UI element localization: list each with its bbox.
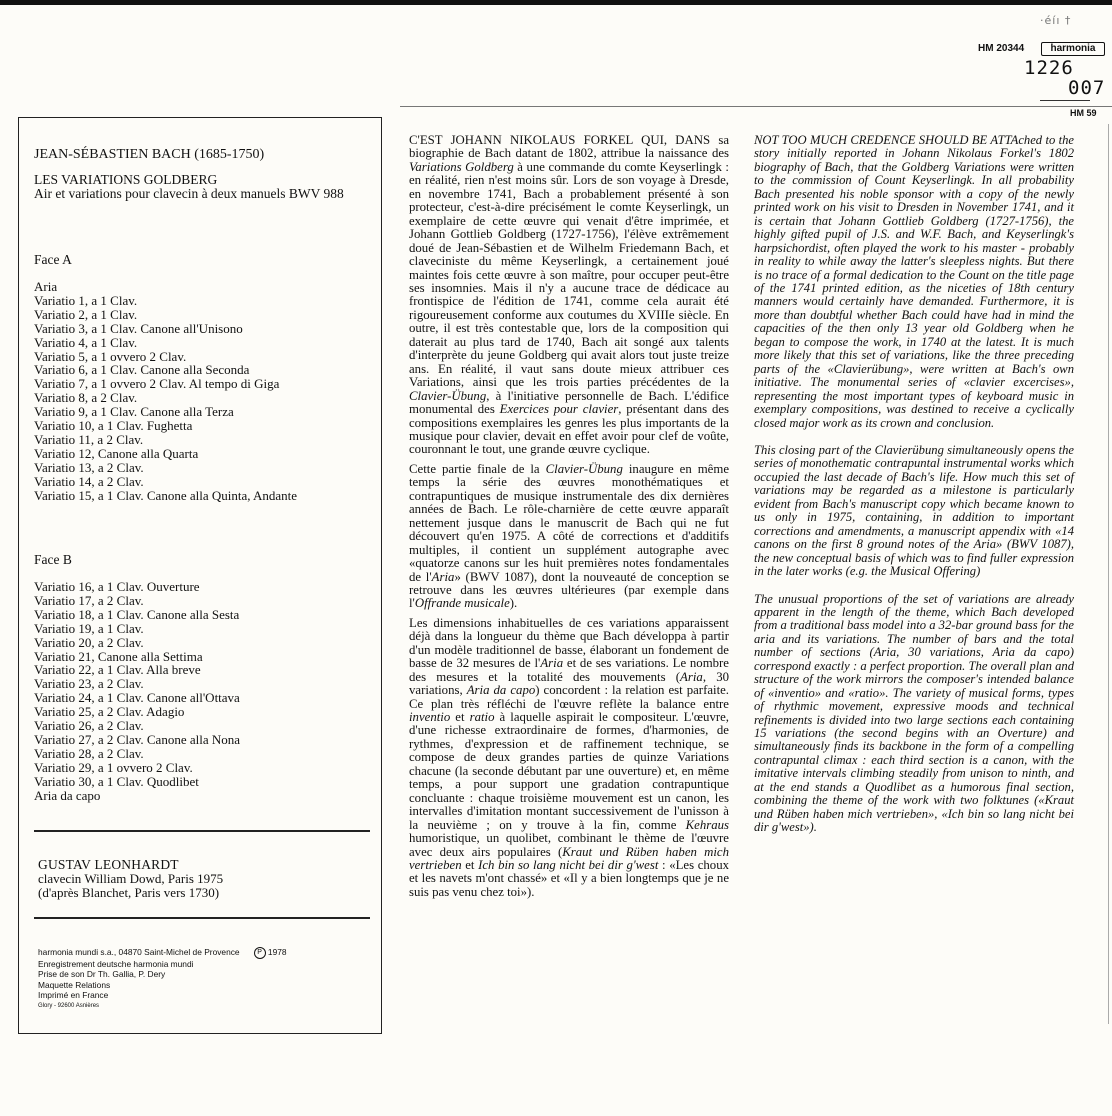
stamp-number-2: 007 [1068,77,1106,99]
track-item: Variatio 11, a 2 Clav. [34,431,144,447]
track-item: Variatio 26, a 2 Clav. [34,718,144,734]
face-b-label: Face B [34,552,72,567]
credits-block [38,947,287,1011]
phonogram-icon: P [254,947,266,959]
en-paragraph-3: The unusual proportions of the set of variations are already apparent in the length of the theme, which Bach developed from a traditional bass model into a 32-bar ground bass for the aria and its variations. The number of bars and the total number of sections (Aria, 30 variations, Aria da capo) correspond exactly : a perfect proportion. The overall plan and structure of the work mirrors the composer's intended balance of «inventio» and «ratio». The variety of musical forms, types of rhythmic movement, expressive moods and technical refinements is divided into two large sections each containing 15 variations (the second begins with an Overture) and simultaneously finds its backbone in the form of a compelling contrapuntal climax : each third section is a canon, with the imitative intervals climbing steadily from unison to ninth, and at the end stands a Quodlibet as a humorous final section, combining the theme of the work with two folktunes («Kraut und Rüben haben mich vertrieben», «Ich bin so lang nicht bei dir g'west»). [754,591,1074,835]
fr-text: humoristique, un quolibet, combinant le thème de l'œuvre avec deux airs populaires ( [409,831,729,859]
handwritten-note: ·éíı † [1040,14,1072,27]
track-item: Variatio 25, a 2 Clav. Adagio [34,704,185,720]
track-item: Variatio 12, Canone alla Quarta [34,445,199,461]
fr-paragraph-3 [409,617,729,900]
track-item: Variatio 15, a 1 Clav. Canone alla Quinta, Andante [34,487,298,503]
track-item: Variatio 6, a 1 Clav. Canone alla Seconda [34,362,250,378]
track-item: Variatio 5, a 1 ovvero 2 Clav. [34,348,187,364]
track-item: Variatio 13, a 2 Clav. [34,459,144,475]
fr-italic: inventio [409,710,451,725]
work-title: LES VARIATIONS GOLDBERG [34,172,218,187]
composer-heading: JEAN-SÉBASTIEN BACH (1685-1750) [34,147,265,162]
track-item: Variatio 4, a 1 Clav. [34,334,138,350]
catalog-number: HM 20344 [978,43,1025,54]
liner-notes-english [754,134,1074,849]
face-a-label: Face A [34,252,72,267]
track-item: Variatio 14, a 2 Clav. [34,473,144,489]
fr-text: , 30 variations, [409,669,729,698]
performer-name: GUSTAV LEONHARDT [38,857,179,872]
track-item: Variatio 17, a 2 Clav. [34,592,144,608]
track-item: Aria [34,279,58,294]
fr-italic: ratio [469,710,495,725]
fr-italic: Aria [540,656,564,671]
copyright-year: 1978 [267,947,287,958]
face-a-tracklist [34,280,297,503]
printer-line: Glory - 92600 Asnières [38,1002,100,1009]
fr-text: sa biographie de Bach datant de 1802, attribue la naissance des [409,133,730,161]
fr-text: et [461,858,479,873]
fr-text: , à l'initiative personnelle de Bach. L'édifice monumental des [409,388,729,417]
track-item: Variatio 28, a 2 Clav. [34,745,144,761]
stamp-number-1: 1226 [1024,57,1074,79]
fr-italic: Variations Goldberg [409,159,514,174]
liner-notes-french [409,134,729,905]
performer-block [38,858,223,900]
track-item: Variatio 7, a 1 ovvero 2 Clav. Al tempo di Giga [34,376,280,392]
fr-italic: Ich bin so lang nicht bei dir g'west [478,858,659,873]
fr-text: à une commande du comte Keyserlingk : en réalité, rien n'est moins sûr. Lors de son voyage à Dresde, en novembre 1741, Bach a probablement présenté à son protecteur, c'est-à-dire précisément le comte Keyserlingk, un exemplaire de cette œuvre qui venait d'être imprimée, et Johann Gottlieb Goldberg (1727-1756), l'élève extrêmement doué de Jean-Sébastien et de Wilhelm Friedemann Bach, et claveciniste du même Keyserlingk, a certainement joué maintes fois cette œuvre à son maître, pour occuper peut-être ses insomnies. Mais il n'y a aucune trace de dédicace au frontispice de l'édition de 1741, comme cela aurait été rigoureusement conforme aux coutumes du XVIIIe siècle. En outre, il est très contestable que, lors de la composition qui daterait au plus tard de 1740, Bach ait songé aux talents d'interprète du jeune Goldberg qui avait alors tout juste treize ans. En réalité, il vaut sans doute mieux attribuer ces Variations, ainsi que les trois parties précédentes de la [409,159,729,390]
track-item: Variatio 2, a 1 Clav. [34,306,138,322]
track-item: Variatio 21, Canone alla Settima [34,648,203,664]
fr-text: inaugure en même temps la série des œuvres monothématiques et contrapuntiques de musique instrumentale des dix dernières années de Bach. Le rôle-charnière de cette œuvre apparaît nettement jusque dans le manuscrit de Bach qui ne fut découvert qu'en 1975. A côté de corrections et d'additifs multiples, il contient un supplément autographe avec «quatorze canons sur les huit premières notes fondamentales de l' [409,461,729,584]
fr-italic: Clavier-Übung [409,388,487,403]
fr-text: : «Les choux et les navets m'ont chassé» et «Il y a bien longtemps que je ne suis pas venu chez toi»). [409,858,729,899]
publisher: harmonia mundi s.a., 04870 Saint-Michel de Provence [38,947,240,958]
fr-text: et [450,710,470,725]
fr-italic: Aria da capo [466,683,536,698]
track-item: Variatio 23, a 2 Clav. [34,676,144,692]
fr-text: Les dimensions inhabituelles de ces variations apparaissent déjà dans la longueur du thème que Bach développa à partir d'un modèle traditionnel de basse, élaborant un fondement de basse de 32 mesures de l' [409,615,729,671]
tracklist-rule-1 [34,830,370,832]
fr-italic: Aria [431,569,455,584]
track-item: Variatio 18, a 1 Clav. Canone alla Sesta [34,606,240,622]
fr-italic: Kehraus [685,817,729,832]
credit-line: Imprimé en France [38,990,109,1001]
fr-italic: Aria [680,669,703,684]
instrument-line: clavecin William Dowd, Paris 1975 [38,871,224,886]
track-item: Variatio 19, a 1 Clav. [34,620,144,636]
fr-text: Cette partie finale de la [409,461,546,476]
fr-italic: Offrande musicale [414,596,510,611]
credit-line: Prise de son Dr Th. Gallia, P. Dery [38,969,166,980]
fr-text: ) concordent : la relation est parfaite. Ce plan très réfléchi de l'œuvre reflète la balance entre [409,683,729,711]
header-divider [400,106,1112,107]
fr-italic: Clavier-Übung [545,461,623,476]
tracklist-rule-2 [34,917,370,919]
track-item: Variatio 3, a 1 Clav. Canone all'Unisono [34,320,243,336]
fr-text: ). [509,596,518,611]
track-item: Variatio 16, a 1 Clav. Ouverture [34,579,200,594]
track-item: Variatio 27, a 2 Clav. Canone alla Nona [34,731,241,747]
instrument-origin: (d'après Blanchet, Paris vers 1730) [38,885,220,900]
track-item: Variatio 9, a 1 Clav. Canone alla Terza [34,404,234,420]
fr-text: , présentant dans des compositions exemplaires les genres les plus importants de la musique pour clavier, devait en effet avoir pour clef de voûte, couronnant le tout, une grande œuvre cyclique. [409,402,730,457]
top-border [0,0,1112,5]
track-item: Variatio 22, a 1 Clav. Alla breve [34,662,201,678]
publisher-line [38,947,287,959]
track-item: Variatio 10, a 1 Clav. Fughetta [34,418,193,434]
track-item: Variatio 8, a 2 Clav. [34,390,138,406]
fr-lead: C'EST JOHANN NIKOLAUS FORKEL QUI, DANS [409,133,711,147]
fr-paragraph-1 [409,134,729,457]
fr-paragraph-2 [409,463,729,611]
track-item: Aria da capo [34,787,101,803]
hm-code: HM 59 [1070,108,1097,118]
track-item: Variatio 24, a 1 Clav. Canone all'Ottava [34,690,240,706]
work-subtitle: Air et variations pour clavecin à deux manuels BWV 988 [34,186,344,201]
right-edge-rule [1108,124,1109,1024]
track-item: Variatio 1, a 1 Clav. [34,292,138,308]
brand-logo: harmonia [1041,42,1105,56]
fr-text: » (BWV 1087), dont la nouveauté de conception se retrouve dans les œuvres ultérieures (par exemple dans l' [409,569,730,611]
stamp-rule [1040,100,1090,101]
en-paragraph-2: This closing part of the Clavierübung simultaneously opens the series of monothematic contrapuntal instrumental works which occupied the last decade of Bach's life. How much this set of variations may be regarded as a milestone is particularly evident from Bach's manuscript copy which became known to us only in 1975, containing, in addition to important corrections and amendments, a manuscript appendix with «14 canons on the first 8 ground notes of the Aria» (BWV 1087), the new conceptual basis of which was to find fuller expression in the later works (e.g. the Musical Offering) [754,442,1074,579]
en-paragraph-1: NOT TOO MUCH CREDENCE SHOULD BE ATTAched to the story initially reported in Johann Nikolaus Forkel's 1802 biography of Bach, that the Goldberg Variations were written to the commission of Count Keyserlingk. In all probability Bach presented his noble sponsor with a copy of the newly printed work on his visit to Dresden in November 1741, and it is certain that Johann Gottlieb Goldberg (1727-1756), the highly gifted pupil of J.S. and W.F. Bach, and Keyserlingk's harpsichordist, often played the work to his master - probably in reality to while away the latter's sleepless nights. But there is no trace of a formal dedication to the Count on the title page of the 1741 printed edition, as the niceties of 18th century manners would certainly have demanded. Furthermore, it is more than doubtful whether Bach could have had in mind the capacities of the then only 13 year old Goldberg when he began to compose the work, in 1740 at the latest. It is much more likely that this set of variations, like the three preceding parts of the «Clavierübung», were written at Bach's own initiative. The monumental series of «clavier excercises», representing the most important types of keyboard music in exemplary compositions, was destined to receive a cyclically closed major work as its crown and conclusion. [754,133,1074,430]
track-item: Variatio 30, a 1 Clav. Quodlibet [34,773,199,789]
track-item: Variatio 20, a 2 Clav. [34,634,144,650]
fr-text: et de ses variations. Le nombre des mesures et la totalité des mouvements ( [409,656,729,684]
fr-text: à laquelle aspirait le compositeur. L'œuvre, d'une richesse extraordinaire de formes, d'harmonies, de rythmes, d'expression et de raffinement technique, se compose de deux grandes parties de quinze Variations chacune (la seconde débutant par une ouverture) et, en même temps, a pour support une gradation contrapuntique concluante : chaque troisième mouvement est un canon, les intervalles d'imitation montant successivement de l'unisson à la neuvième ; on y trouve à la fin, comme [409,710,729,832]
credit-line: Maquette Relations [38,979,111,990]
track-item: Variatio 29, a 1 ovvero 2 Clav. [34,759,193,775]
face-b-tracklist [34,580,240,803]
fr-italic: Exercices pour clavier [499,402,619,417]
fr-italic: Kraut und Rüben haben mich vertrieben [409,844,730,873]
credit-line: Enregistrement deutsche harmonia mundi [38,959,194,969]
